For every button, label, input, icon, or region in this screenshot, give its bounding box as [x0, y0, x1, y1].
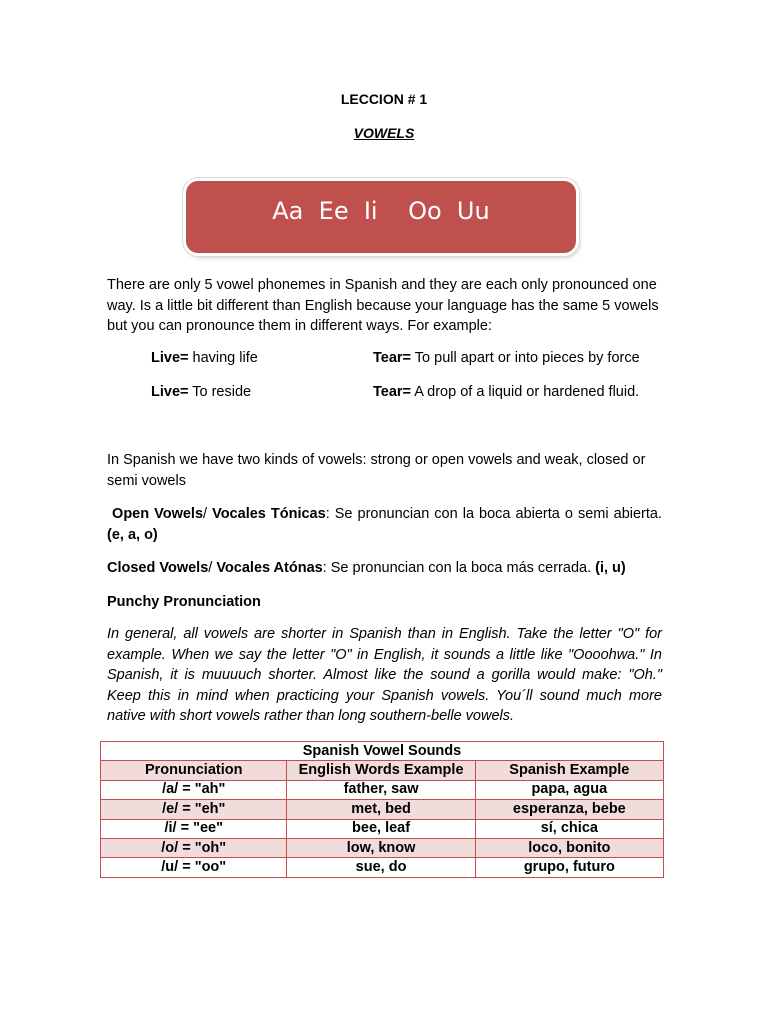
table-cell: sue, do — [287, 858, 475, 877]
table-row — [101, 838, 664, 857]
table-header-row — [101, 761, 664, 780]
vowels-banner — [186, 181, 576, 253]
lesson-title: LECCION # 1 — [340, 91, 428, 107]
table-caption-row — [101, 742, 664, 761]
example-definition: To reside — [188, 384, 252, 400]
table-cell: /u/ = "oo" — [101, 858, 287, 877]
vowel-kinds-paragraph: In Spanish we have two kinds of vowels: strong or open vowels and weak, closed or semi vowels — [107, 452, 646, 489]
example-row — [151, 384, 671, 400]
example-definition: having life — [188, 350, 258, 366]
open-vowels-letters: (e, a, o) — [107, 526, 158, 543]
example-word: Live= — [151, 384, 189, 400]
section-title: VOWELS — [353, 125, 415, 141]
example-word: Tear= — [373, 384, 412, 400]
closed-vowels-letters: (i, u) — [595, 560, 626, 576]
open-vowels-label: Open Vowels — [112, 506, 204, 522]
open-vowels-text: : Se pronuncian con la boca abierta o semi abierta. — [325, 506, 663, 522]
separator: / — [203, 506, 213, 522]
example-definition: A drop of a liquid or hardened fluid. — [411, 384, 640, 400]
column-header: Pronunciation — [101, 761, 287, 780]
example-row — [151, 350, 671, 366]
table-cell: esperanza, bebe — [475, 800, 663, 819]
table-row — [101, 819, 664, 838]
table-cell: /a/ = "ah" — [101, 780, 287, 799]
example-word: Live= — [151, 350, 189, 366]
banner-text: Aa Ee Ii Oo Uu — [272, 197, 490, 225]
closed-vowels-label: Closed Vowels — [107, 560, 209, 576]
table-cell: sí, chica — [475, 819, 663, 838]
example-col-2 — [373, 350, 640, 366]
table-row — [101, 800, 664, 819]
table-cell: met, bed — [287, 800, 475, 819]
intro-paragraph: There are only 5 vowel phonemes in Spanish and they are each only pronounced one way. Is a little bit different than English because your language has the same 5 vowels but you can pronounce them in different ways. For example: — [107, 277, 659, 334]
vowel-sounds-table — [100, 741, 664, 878]
table-cell: low, know — [287, 838, 475, 857]
punchy-paragraph: In general, all vowels are shorter in Spanish than in English. Take the letter "O" for example. When we say the letter "O" in English, it sounds a little like "Oooohwa." In Spanish, it is muuuuch shorter. Almost like the sound a gorilla would make: "Oh." Keep this in mind when practicing your Spanish vowels. You´ll sound much more native with short vowels rather than long southern-belle vowels. — [107, 626, 662, 724]
table-row — [101, 858, 664, 877]
example-definition: To pull apart or into pieces by force — [411, 350, 640, 366]
column-header: Spanish Example — [475, 761, 663, 780]
table-cell: bee, leaf — [287, 819, 475, 838]
table-row — [101, 780, 664, 799]
table-cell: papa, agua — [475, 780, 663, 799]
vocales-atonas-label: Vocales Atónas — [216, 560, 323, 576]
table-cell: loco, bonito — [475, 838, 663, 857]
separator: / — [208, 560, 217, 576]
example-col-2 — [373, 384, 639, 400]
open-vowels-paragraph — [107, 504, 662, 545]
closed-vowels-paragraph — [107, 558, 662, 579]
example-col-1 — [151, 384, 251, 400]
table-cell: /i/ = "ee" — [101, 819, 287, 838]
table-cell: /o/ = "oh" — [101, 838, 287, 857]
vocales-tonicas-label: Vocales Tónicas — [212, 506, 326, 522]
example-word: Tear= — [373, 350, 412, 366]
table-cell: father, saw — [287, 780, 475, 799]
closed-vowels-text: : Se pronuncian con la boca más cerrada. — [322, 560, 596, 576]
table-cell: grupo, futuro — [475, 858, 663, 877]
example-col-1 — [151, 350, 258, 366]
table-cell: /e/ = "eh" — [101, 800, 287, 819]
table-caption: Spanish Vowel Sounds — [101, 742, 664, 761]
punchy-heading: Punchy Pronunciation — [107, 594, 261, 610]
column-header: English Words Example — [287, 761, 475, 780]
